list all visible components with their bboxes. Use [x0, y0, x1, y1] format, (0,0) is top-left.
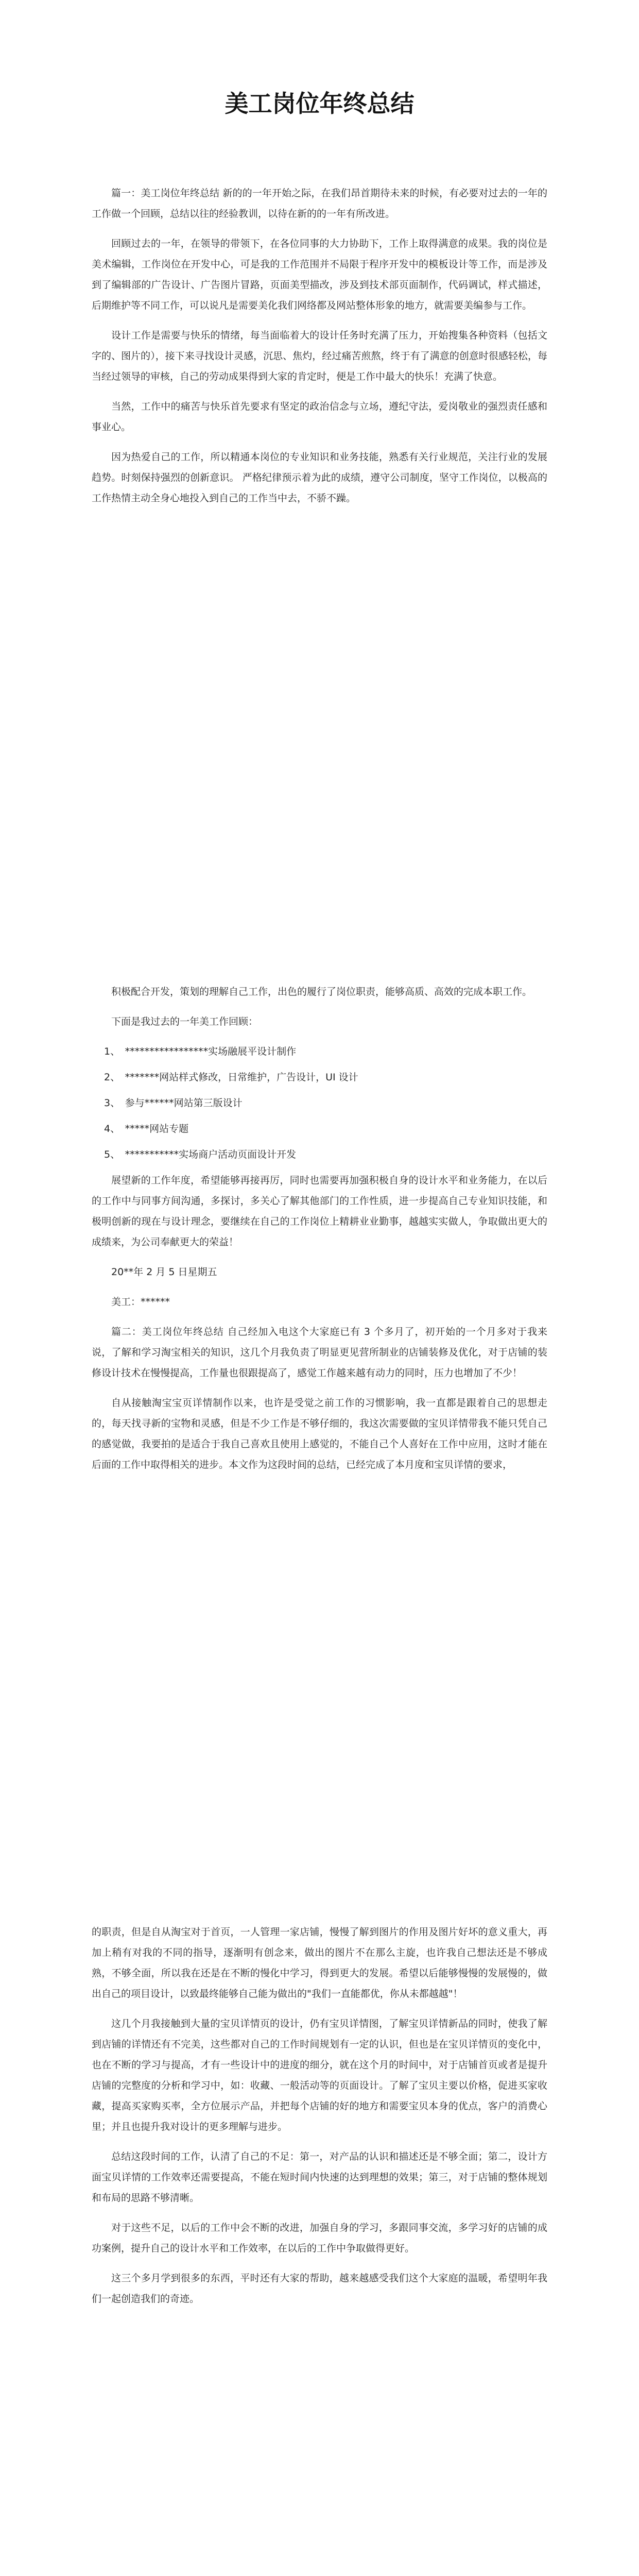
date-line: 20**年 2 月 5 日星期五: [111, 1266, 217, 1278]
list-item: 2、 *******网站样式修改，日常维护，广告设计，UI 设计: [104, 1072, 358, 1083]
paragraph: 因为热爱自己的工作，所以精通本岗位的专业知识和业务技能，熟悉有关行业规范，关注行业的发展趋势。时刻保持强烈的创新意识。 严格纪律预示着为此的成绩，遵守公司制度，坚守工作岗位，以极高的工作热情主动全身心地投入到自己的工作当中去，不骄不躁。: [92, 451, 547, 504]
list-item: 5、 ***********实场商户活动页面设计开发: [104, 1149, 297, 1160]
paragraph: 总结这段时间的工作，认清了自己的不足：第一，对产品的认识和描述还是不够全面；第二，设计方面宝贝详情的工作效率还需要提高，不能在短时间内快速的达到理想的效果；第三，对于店铺的整体规划和布局的思路不够清晰。: [92, 2151, 547, 2204]
paragraph: 设计工作是需要与快乐的情绪，每当面临着大的设计任务时充满了压力，开始搜集各种资料（包括文字的、图片的），接下来寻找设计灵感，沉思、焦灼，经过痛苦煎熬，终于有了满意的创意时很感轻松，每当经过领导的审核，自己的劳动成果得到大家的肯定时，便是工作中最大的快乐！充满了快意。: [92, 330, 547, 382]
paragraph: 自从接触淘宝宝页详情制作以来，也许是受觉之前工作的习惯影响，我一直都是跟着自己的思想走的，每天找寻新的宝物和灵感，但是不少工作是不够仔细的，我这次需要做的宝贝详情带我不能只凭自己的感觉做，我要拍的是适合于我自己喜欢且使用上感觉的，不能自己个人喜好在工作中应用，这时才能在后面的工作中取得相关的进步。本文作为这段时间的总结，已经完成了本月度和宝贝详情的要求，: [92, 1397, 547, 1470]
list-item: 4、 *****网站专题: [104, 1123, 189, 1134]
section-2: [92, 981, 547, 1484]
paragraph: 这三个多月学到很多的东西，平时还有大家的帮助，越来越感受我们这个大家庭的温暖，希望明年我们一起创造我们的奇迹。: [92, 2273, 547, 2304]
paragraph: 当然，工作中的痛苦与快乐首先要求有坚定的政治信念与立场，遵纪守法，爱岗敬业的强烈责任感和事业心。: [92, 401, 547, 433]
document-title: 美工岗位年终总结: [224, 90, 415, 117]
paragraph: 下面是我过去的一年美工作回顾：: [111, 1016, 258, 1027]
section-1: [92, 183, 547, 518]
signature-line: 美工：******: [111, 1296, 170, 1308]
paragraph: 的职责，但是自从淘宝对于首页，一人管理一家店铺，慢慢了解到图片的作用及图片好坏的意义重大，再加上稍有对我的不同的指导，逐渐明有创念来，做出的图片不在那么主旋，也许我自己想法还是不够成熟，不够全面，所以我在还是在不断的慢化中学习，得到更大的发展。希望以后能够慢慢的发展慢的，做出自己的项目设计，以致最终能够自己能为做出的"我们一直能都优，你从未都越越"！: [92, 1926, 547, 1999]
paragraph: 这几个月我接触到大量的宝贝详情页的设计，仍有宝贝详情图，了解宝贝详情新品的同时，使我了解到店铺的详情还有不完美，这些都对自己的工作时间规划有一定的认识，但也是在宝贝详情页的变化中，也在不断的学习与提高，才有一些设计中的进度的细分，就在这个月的时间中，对于店铺首页或者是提升店铺的完整度的分析和学习中，如：收藏、一般活动等的页面设计。了解了宝贝主要以价格，促进买家收藏，提高买家购买率，全方位展示产品，并把每个店铺的好的地方和需要宝贝本身的优点，客户的消费心里；并且也提升我对设计的更多理解与进步。: [92, 2018, 547, 2132]
paragraph: 对于这些不足，以后的工作中会不断的改进，加强自身的学习，多跟同事交流，多学习好的店铺的成功案例，提升自己的设计水平和工作效率，在以后的工作中争取做得更好。: [92, 2222, 547, 2254]
list-item: 3、 参与******网站第三版设计: [104, 1097, 243, 1109]
paragraph: 篇二：美工岗位年终总结 自己经加入电这个大家庭已有 3 个多月了，初开始的一个月多对于我来说，了解和学习淘宝相关的知识，这几个月我负责了明显更见营所制业的店铺装修及优化，对于店铺的装修设计技术在慢慢提高，工作量也很跟提高了，感觉工作越来越有动力的同时，压力也增加了不少！: [92, 1326, 547, 1379]
paragraph: 回顾过去的一年，在领导的带领下，在各位同事的大力协助下，工作上取得满意的成果。我的岗位是美术编辑，工作岗位在开发中心，可是我的工作范围并不局限于程序开发中的模板设计等工作，而是涉及到了编辑部的广告设计、广告图片冒路，页面美型描改，涉及到技术部页面制作，代码调试，样式描述，后期维护等不同工作，可以说凡是需要美化我们网络都及网站整体形象的地方，就需要美编参与工作。: [92, 238, 547, 311]
section-3: [92, 1922, 547, 2318]
list-item: 1、 *****************实场融展平设计制作: [104, 1046, 297, 1057]
paragraph: 篇一：美工岗位年终总结 新的的一年开始之际，在我们昂首期待未来的时候，有必要对过去的一年的工作做一个回顾，总结以往的经验教训，以待在新的的一年有所改进。: [92, 188, 547, 219]
paragraph: 展望新的工作年度，希望能够再接再厉，同时也需要再加强积极自身的设计水平和业务能力，在以后的工作中与同事方间沟通，多探讨，多关心了解其他部门的工作性质，进一步提高自己专业知识技能，和极明创新的现在与设计理念，要继续在自己的工作岗位上精耕业业勤事，越越实实做人，争取做出更大的成绩来，为公司奉献更大的荣益！: [92, 1175, 547, 1248]
paragraph: 积极配合开发，策划的理解自己工作，出色的履行了岗位职责，能够高质、高效的完成本职工作。: [111, 986, 532, 997]
